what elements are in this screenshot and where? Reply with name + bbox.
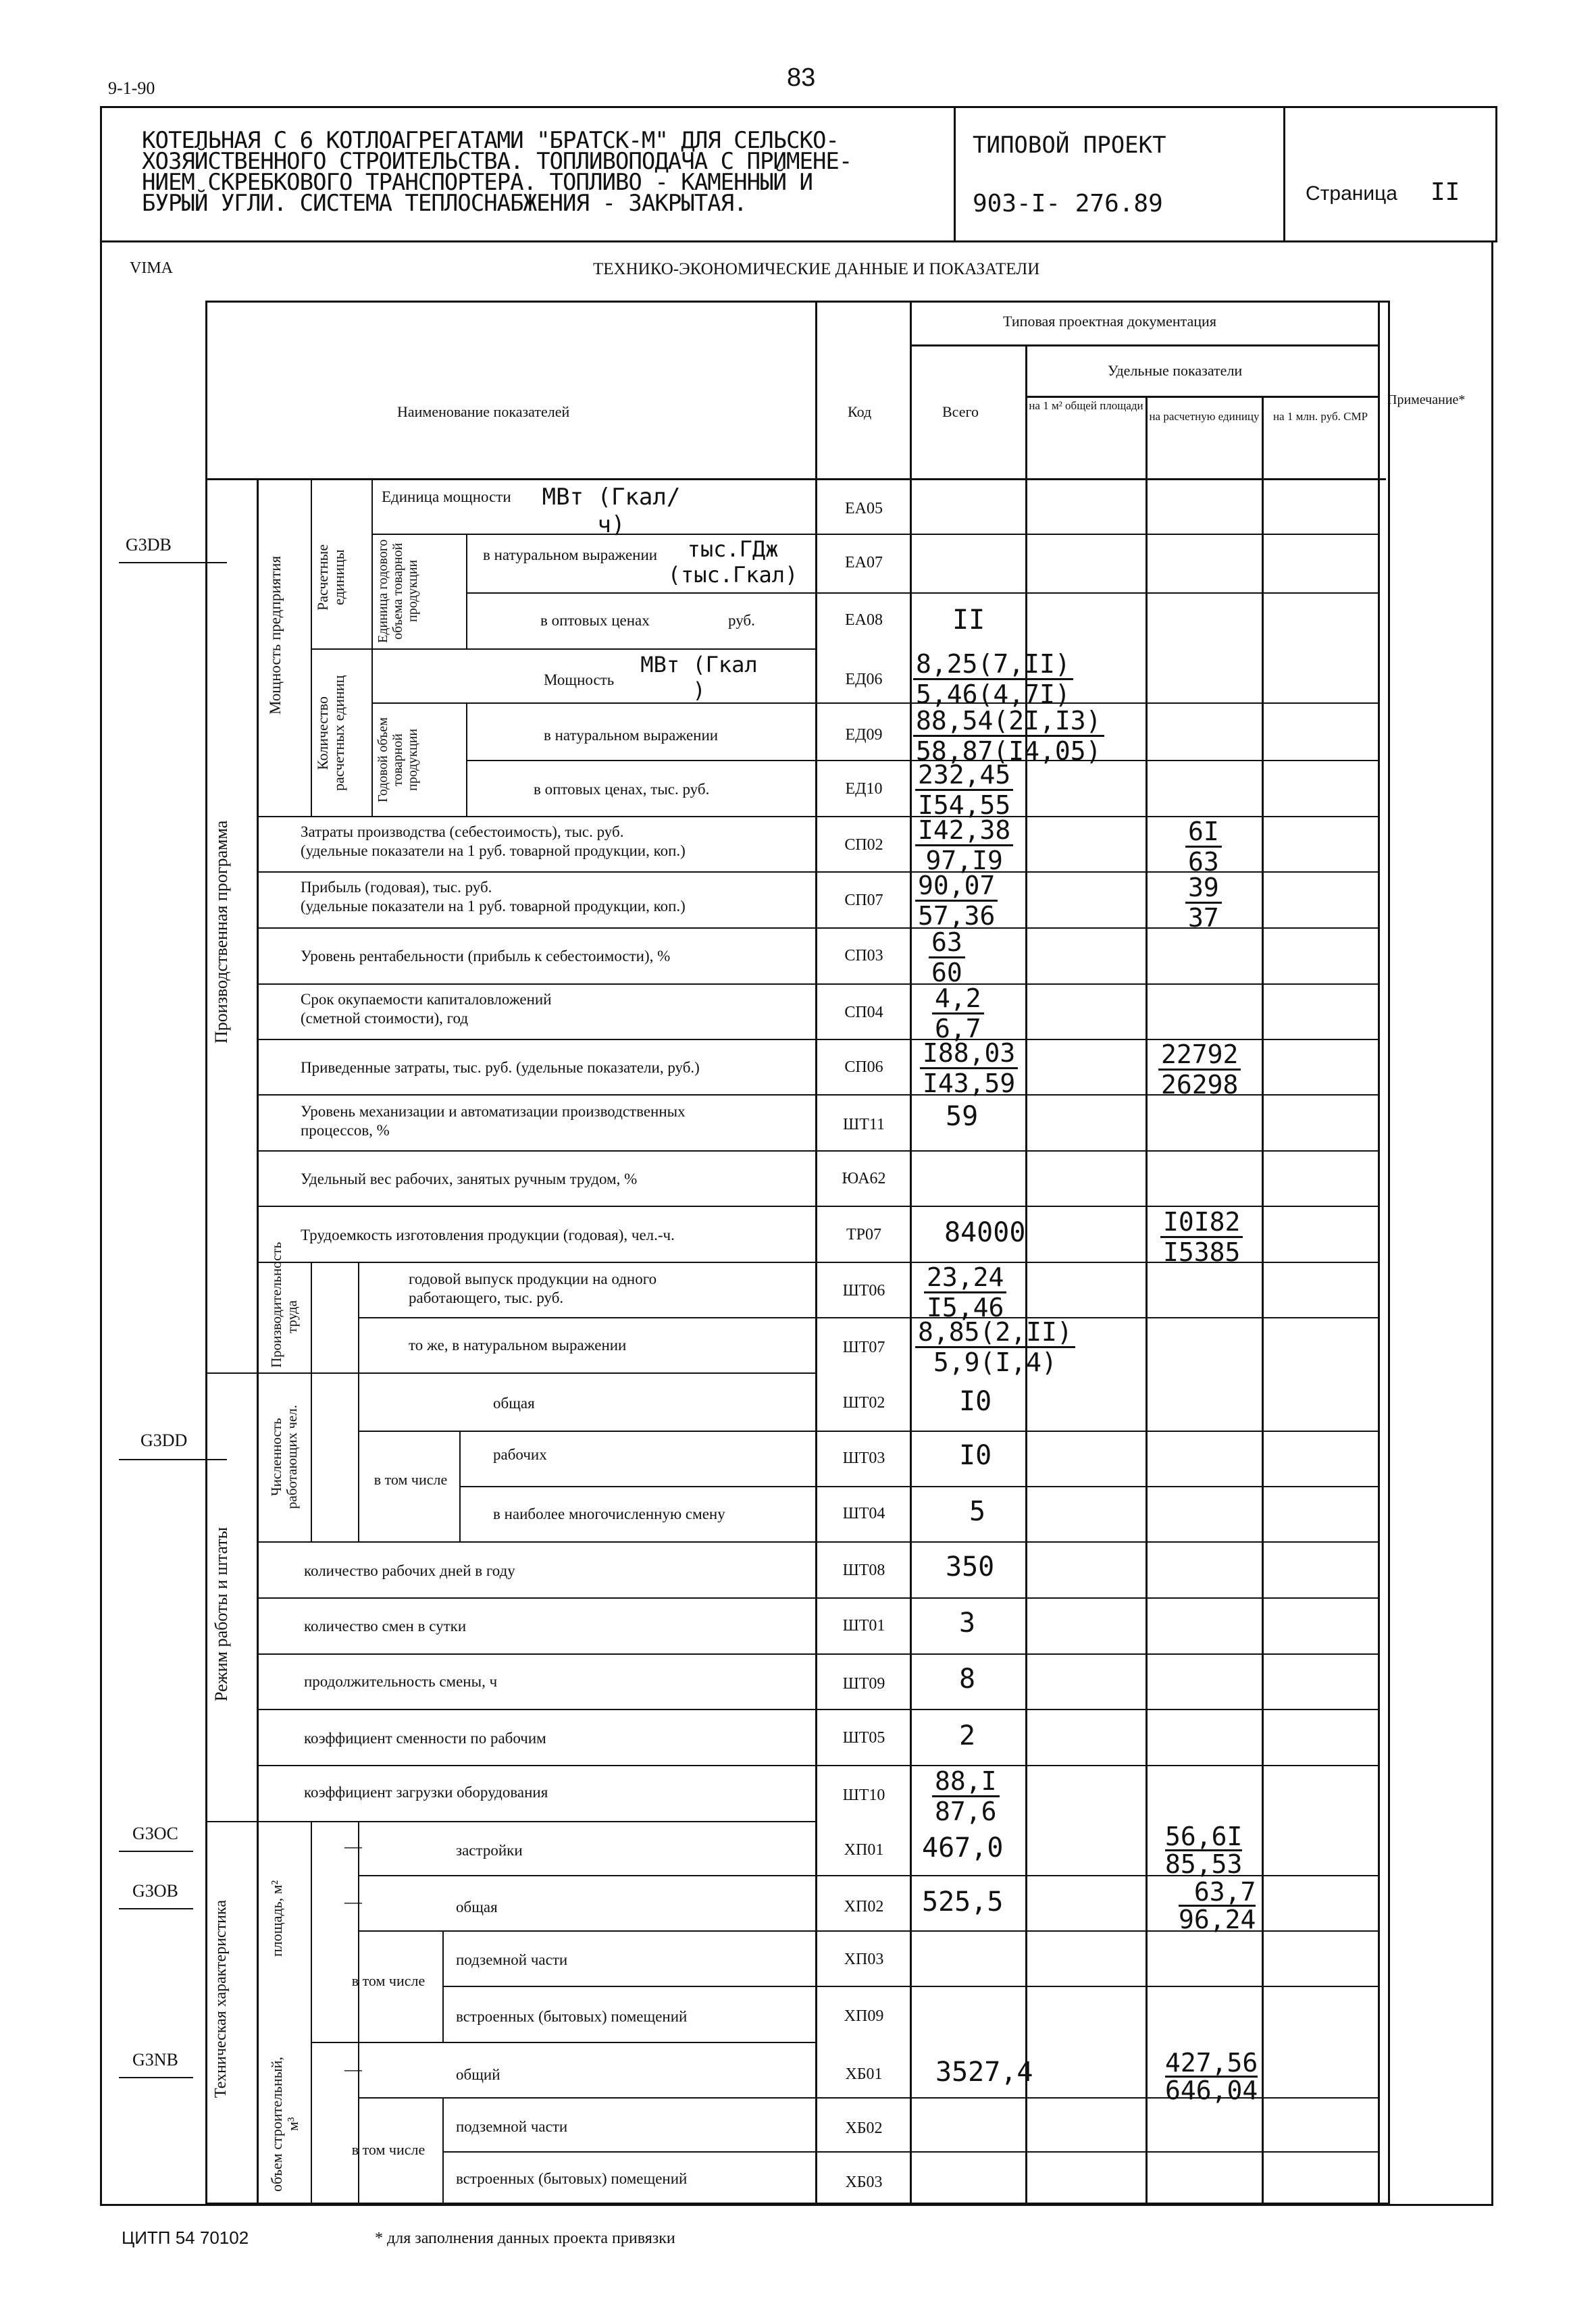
dash-marker: — (344, 1836, 362, 1856)
row-code: СП07 (844, 892, 883, 909)
row-label: Мощность (544, 671, 615, 688)
group-area: площадь, м² (268, 1880, 285, 1957)
group-staff-count: Численность работающих чел. (268, 1405, 301, 1510)
group-qty-calc: Количество расчетных единиц (314, 675, 348, 791)
header-name: Наименование показателей (397, 403, 570, 420)
section-code: VIMA (130, 259, 173, 277)
row-total: 525,5 (922, 1886, 1004, 1918)
row-code: ХБ01 (845, 2065, 883, 2083)
row-code: ШТ02 (842, 1394, 885, 1412)
header-per-m2: на 1 м² общей площади (1029, 399, 1143, 412)
row-label: количество рабочих дней в году (304, 1562, 515, 1579)
header-note: Примечание* (1387, 392, 1466, 407)
row-total-fraction: $\frac{8,25(7,II)}{5,46(4,7I)}$ (913, 651, 1073, 707)
doc-code: 9-1-90 (108, 78, 155, 98)
row-unit: МВт (Гкал/ч) (542, 484, 681, 538)
row-label: общая (493, 1395, 535, 1412)
row-code: СП06 (844, 1058, 883, 1076)
row-code: ШТ04 (842, 1505, 885, 1522)
header-specific: Удельные показатели (1108, 362, 1243, 379)
row-code: ШТ09 (842, 1675, 885, 1693)
staff-incl-label: в том числе (374, 1471, 448, 1488)
row-label: застройки (456, 1842, 523, 1859)
project-description: КОТЕЛЬНАЯ С 6 КОТЛОАГРЕГАТАМИ "БРАТСК-М" ДЛЯ СЕЛЬСКО- ХОЗЯЙСТВЕННОГО СТРОИТЕЛЬСТВА. ТОПЛИВОПОДАЧА С ПРИМЕНЕ- НИЕМ СКРЕБКОВОГО ТРАНСПОРТЕРА. ТОПЛИВО - КАМЕННЫЙ И БУРЫЙ УГЛИ. СИСТЕМА ТЕПЛОСНАБЖЕНИЯ - ЗАКРЫТАЯ. (142, 127, 852, 217)
row-label: коэффициент сменности по рабочим (304, 1730, 546, 1747)
row-code: ХП09 (844, 2007, 884, 2025)
row-label: в оптовых ценах, тыс. руб. (534, 781, 710, 798)
row-label: годовой выпуск продукции на одного работающего, тыс. руб. (409, 1270, 657, 1306)
row-code: ШТ01 (842, 1617, 885, 1635)
row-label: Уровень рентабельности (прибыль к себестоимости), % (301, 948, 671, 965)
row-label: Единица мощности (382, 488, 511, 505)
header-typical-docs: Типовая проектная документация (1003, 313, 1216, 330)
row-label: встроенных (бытовых) помещений (456, 2170, 688, 2187)
row-code: ХП01 (844, 1841, 884, 1859)
dash-marker: — (344, 2059, 362, 2079)
project-type-label: ТИПОВОЙ ПРОЕКТ (973, 132, 1166, 159)
header-total: Всего (942, 403, 979, 420)
row-label: в натуральном выражении (544, 727, 719, 744)
row-label: Срок окупаемости капиталовложений (сметной стоимости), год (301, 991, 552, 1027)
row-code: ЕА08 (845, 611, 883, 629)
project-number: 903-I- 276.89 (973, 190, 1163, 217)
page-label: Страница (1306, 182, 1397, 205)
row-code: СП04 (844, 1004, 883, 1021)
row-label: Затраты производства (себестоимость), тыс. руб. (удельные показатели на 1 руб. товарной продукции, коп.) (301, 823, 686, 859)
area-incl-label: в том числе (351, 1972, 426, 1989)
header-per-unit: на расчетную единицу (1149, 410, 1260, 423)
row-label: то же, в натуральном выражении (409, 1337, 627, 1354)
row-total: 8 (959, 1664, 976, 1695)
row-total: 59 (946, 1101, 979, 1132)
row-total: I0 (959, 1440, 992, 1471)
side-code-g3oc: G3OC (132, 1824, 178, 1843)
section-title: ТЕХНИКО-ЭКОНОМИЧЕСКИЕ ДАННЫЕ И ПОКАЗАТЕЛИ (593, 260, 1040, 278)
group-capacity: Мощность предприятия (267, 555, 284, 715)
row-unit-pair: 427,56 646,04 (1165, 2048, 1258, 2105)
row-total-fraction: $\frac{I88,03}{I43,59}$ (920, 1040, 1018, 1096)
row-label: общий (456, 2066, 500, 2083)
row-code: ШТ10 (842, 1786, 885, 1804)
row-total: I0 (959, 1386, 992, 1417)
row-label: встроенных (бытовых) помещений (456, 2008, 688, 2025)
row-code: ШТ03 (842, 1449, 885, 1467)
row-unit-fraction: $\frac{6I}{63}$ (1185, 819, 1222, 875)
row-total-fraction: $\frac{90,07}{57,36}$ (915, 873, 998, 929)
header-per-mln: на 1 млн. руб. СМР (1272, 410, 1368, 423)
row-code: ТР07 (846, 1226, 881, 1243)
row-code: ЮА62 (842, 1170, 886, 1187)
dash-marker: — (344, 1892, 362, 1911)
row-code: ЕД06 (845, 671, 883, 688)
row-total: 350 (946, 1551, 995, 1583)
row-total: 2 (959, 1720, 976, 1751)
group-volume: объем строительный, м³ (268, 2057, 302, 2192)
row-code: СП02 (844, 836, 883, 854)
side-code-g3db: G3DB (126, 535, 172, 555)
row-label: в оптовых ценах (540, 612, 650, 629)
row-total: 467,0 (922, 1832, 1004, 1863)
row-label: общая (456, 1899, 498, 1916)
row-total-fraction: $\frac{63}{60}$ (929, 929, 965, 985)
row-code: ХБ03 (845, 2174, 883, 2191)
page-value: II (1431, 178, 1460, 206)
row-label: рабочих (493, 1446, 547, 1463)
row-unit-fraction: $\frac{22792}{26298}$ (1158, 1042, 1241, 1098)
row-total-fraction: $\frac{23,24}{I5,46}$ (924, 1264, 1006, 1320)
side-code-g3dd: G3DD (140, 1431, 188, 1450)
page-number: 83 (787, 63, 816, 92)
row-code: ЕА07 (845, 554, 883, 571)
row-total-fraction: $\frac{4,2}{6,7}$ (932, 985, 984, 1042)
group-annual-unit: Единица годового объема товарной продукции (376, 539, 420, 643)
footer-org: ЦИТП 54 70102 (122, 2228, 249, 2248)
row-total-fraction: $\frac{88,I}{87,6}$ (932, 1768, 1000, 1824)
row-code: ШТ08 (842, 1562, 885, 1579)
header-code: Код (848, 403, 872, 420)
row-code: СП03 (844, 947, 883, 965)
row-code: ШТ07 (842, 1339, 885, 1356)
row-label: количество смен в сутки (304, 1618, 467, 1635)
volume-incl-label: в том числе (351, 2141, 426, 2158)
row-label: в наиболее многочисленную смену (493, 1506, 725, 1522)
row-unit: тыс.ГДж (тыс.Гкал) (667, 536, 798, 588)
row-label: Приведенные затраты, тыс. руб. (удельные показатели, руб.) (301, 1059, 700, 1076)
row-code: ШТ11 (843, 1116, 885, 1133)
row-total-fraction: $\frac{232,45}{I54,55}$ (915, 762, 1013, 818)
row-label: подземной части (456, 1951, 568, 1968)
footer-note: * для заполнения данных проекта привязки (375, 2230, 675, 2247)
row-code: ЕА05 (845, 500, 883, 517)
row-label: Трудоемкость изготовления продукции (годовая), чел.-ч. (301, 1227, 675, 1243)
row-total: 84000 (944, 1217, 1026, 1248)
row-label: Прибыль (годовая), тыс. руб. (удельные показатели на 1 руб. товарной продукции, коп.) (301, 879, 686, 915)
group-work-mode: Режим работы и штаты (211, 1526, 231, 1702)
side-code-g3ob: G3OB (132, 1881, 178, 1901)
row-label: коэффициент загрузки оборудования (304, 1784, 548, 1801)
row-label: продолжительность смены, ч (304, 1673, 498, 1690)
row-unit-pair: 56,6I 85,53 (1165, 1822, 1243, 1879)
row-total-fraction: $\frac{8,85(2,II)}{5,9(I,4)}$ (915, 1319, 1075, 1375)
group-calc-units: Расчетные единицы (314, 544, 348, 611)
row-unit-fraction: $\frac{I0I82}{I5385}$ (1160, 1209, 1243, 1265)
row-total-fraction: $\frac{I42,38}{97,I9}$ (915, 817, 1013, 873)
row-code: ХП03 (844, 1951, 884, 1968)
row-code: ХБ02 (845, 2119, 883, 2137)
row-unit: руб. (728, 612, 755, 629)
row-label: Уровень механизации и автоматизации производственных процессов, % (301, 1103, 686, 1139)
group-annual-vol: Годовой объем товарной продукции (376, 717, 420, 802)
row-label: Удельный вес рабочих, занятых ручным трудом, % (301, 1171, 638, 1187)
row-unit-fraction: $\frac{39}{37}$ (1185, 875, 1222, 931)
row-code: ШТ05 (842, 1729, 885, 1747)
row-code: ШТ06 (842, 1282, 885, 1300)
row-code: ХП02 (844, 1898, 884, 1916)
row-unit: МВт (Гкал ) (640, 652, 758, 704)
group-tech: Техническая характеристика (212, 1900, 230, 2099)
row-total-fraction: $\frac{88,54(2I,I3)}{58,87(I4,05)}$ (913, 708, 1104, 764)
row-unit-pair: 63,7 96,24 (1179, 1877, 1256, 1934)
row-total: 3 (959, 1608, 976, 1639)
side-code-g3nb: G3NB (132, 2050, 178, 2069)
row-label: подземной части (456, 2118, 568, 2135)
group-labor-prod: Производительность труда (268, 1241, 301, 1368)
group-prod-program: Производственная программа (211, 820, 231, 1044)
row-total: II (952, 605, 985, 636)
row-code: ЕД09 (845, 726, 883, 744)
row-label: в натуральном выражении (483, 546, 658, 563)
row-total: 3527,4 (935, 2057, 1033, 2088)
row-code: ЕД10 (845, 780, 883, 798)
row-total: 5 (969, 1496, 986, 1527)
